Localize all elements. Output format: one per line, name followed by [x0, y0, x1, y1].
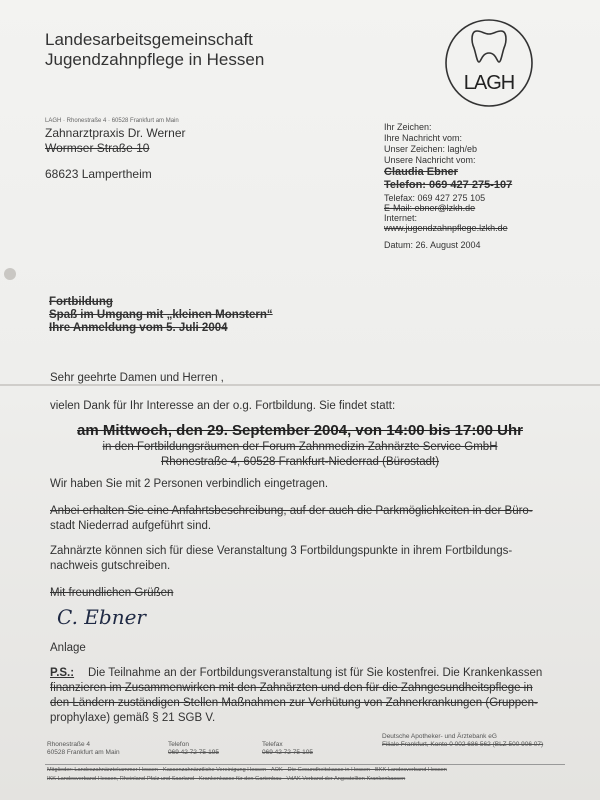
ps-line1: Die Teilnahme an der Fortbildungsveranstaltung ist für Sie kostenfrei. Die Krankenkassen — [88, 667, 543, 679]
footer-fax: 069 42 72 75-105 — [262, 749, 313, 756]
footer-addr2: 60528 Frankfurt am Main — [47, 749, 120, 756]
subject-line3: Ihre Anmeldung vom 5. Juli 2004 — [49, 322, 228, 334]
event-address: Rhonestraße 4, 60528 Frankfurt-Niederrad (Bürostadt) — [160, 456, 440, 468]
ref-ihre-nachricht: Ihre Nachricht vom: — [384, 133, 463, 143]
footer-bank1: Deutsche Apotheker- und Ärztebank eG — [382, 733, 497, 740]
punch-hole — [4, 268, 16, 280]
footer-members2: IKK Landesverband Hessen, Rheinland-Pfalz und Saarland · Krankenkasse für den Gartenbau · VdAK Verband der Angestellten-Krankenkassen — [47, 776, 406, 782]
recipient-street: Wormser Straße 10 — [45, 141, 150, 155]
signature-text: C. Ebner — [57, 605, 146, 629]
directions-line2: stadt Niederrad aufgeführt sind. — [50, 520, 212, 532]
ref-unsere-nachricht: Unsere Nachricht vom: — [384, 155, 476, 165]
ref-telefax: Telefax: 069 427 275 105 — [384, 193, 486, 203]
ref-ihr-zeichen: Ihr Zeichen: — [384, 122, 432, 132]
salutation: Sehr geehrte Damen und Herren , — [50, 372, 224, 384]
registered-text: Wir haben Sie mit 2 Personen verbindlich eingetragen. — [50, 478, 329, 490]
signature — [55, 600, 165, 636]
closing: Mit freundlichen Grüßen — [50, 587, 174, 599]
footer-bank2: Filiale Frankfurt, Konto 0 002 686 562 (BLZ 500 906 07) — [382, 741, 544, 748]
lagh-logo — [443, 17, 535, 109]
footer-members1: Mitglieder: Landeszahnärztekammer Hessen · Kassenzahnärztliche Vereinigung Hessen · AOK - Die Gesundheitskasse in Hessen · BKK Landesverband Hessen — [47, 767, 447, 773]
ref-unser-zeichen: Unser Zeichen: lagh/eb — [384, 144, 478, 154]
subject-line2: Spaß im Umgang mit „kleinen Monstern“ — [49, 309, 273, 321]
footer-divider — [45, 764, 565, 765]
footer-tel: 069 42 72 75-195 — [168, 749, 219, 756]
ps-label: P.S.: — [50, 667, 75, 679]
ps-line4: prophylaxe) gemäß § 21 SGB V. — [50, 712, 216, 724]
event-date: am Mittwoch, den 29. September 2004, von 14:00 bis 17:00 Uhr — [77, 422, 523, 439]
org-name-line1: Landesarbeitsgemeinschaft — [45, 30, 253, 49]
event-place: in den Fortbildungsräumen der Forum Zahnmedizin Zahnärzte Service GmbH — [102, 441, 498, 453]
ref-email: E-Mail: ebner@lzkh.de — [384, 203, 476, 213]
recipient-name: Zahnarztpraxis Dr. Werner — [45, 126, 186, 140]
org-name-line2: Jugendzahnpflege in Hessen — [45, 50, 265, 69]
points-line1: Zahnärzte können sich für diese Veranstaltung 3 Fortbildungspunkte in ihrem Fortbildungs- — [50, 545, 513, 557]
ps-line2: finanzieren im Zusammenwirken mit den Zahnärzten und den für die Zahngesundheitspflege in — [50, 682, 533, 694]
footer-addr1: Rhonestraße 4 — [47, 741, 90, 748]
ref-telefon: Telefon: 069 427 275-107 — [384, 179, 513, 191]
footer-tel-label: Telefon — [168, 741, 189, 748]
ps-line3: den Ländern zuständigen Stellen Maßnahmen zur Verhütung von Zahnerkrankungen (Gruppen- — [50, 697, 538, 709]
ref-internet-label: Internet: — [384, 213, 418, 223]
recipient-city: 68623 Lampertheim — [45, 167, 152, 181]
footer-fax-label: Telefax — [262, 741, 283, 748]
ref-internet: www.jugendzahnpflege.lzkh.de — [384, 223, 508, 233]
anlage: Anlage — [50, 642, 86, 654]
logo-text: LAGH — [463, 72, 515, 94]
subject-line1: Fortbildung — [49, 296, 113, 308]
intro-text: vielen Dank für Ihr Interesse an der o.g. Fortbildung. Sie findet statt: — [50, 400, 396, 412]
points-line2: nachweis gutschreiben. — [50, 560, 171, 572]
directions-line1: Anbei erhalten Sie eine Anfahrtsbeschreibung, auf der auch die Parkmöglichkeiten in der Büro- — [50, 505, 533, 517]
paper-fold — [0, 384, 600, 386]
sender-line: LAGH · Rhonestraße 4 · 60528 Frankfurt am Main — [45, 118, 179, 124]
tooth-icon — [472, 31, 506, 62]
ref-contact-name: Claudia Ebner — [384, 166, 458, 178]
ref-datum: Datum: 26. August 2004 — [384, 240, 481, 250]
